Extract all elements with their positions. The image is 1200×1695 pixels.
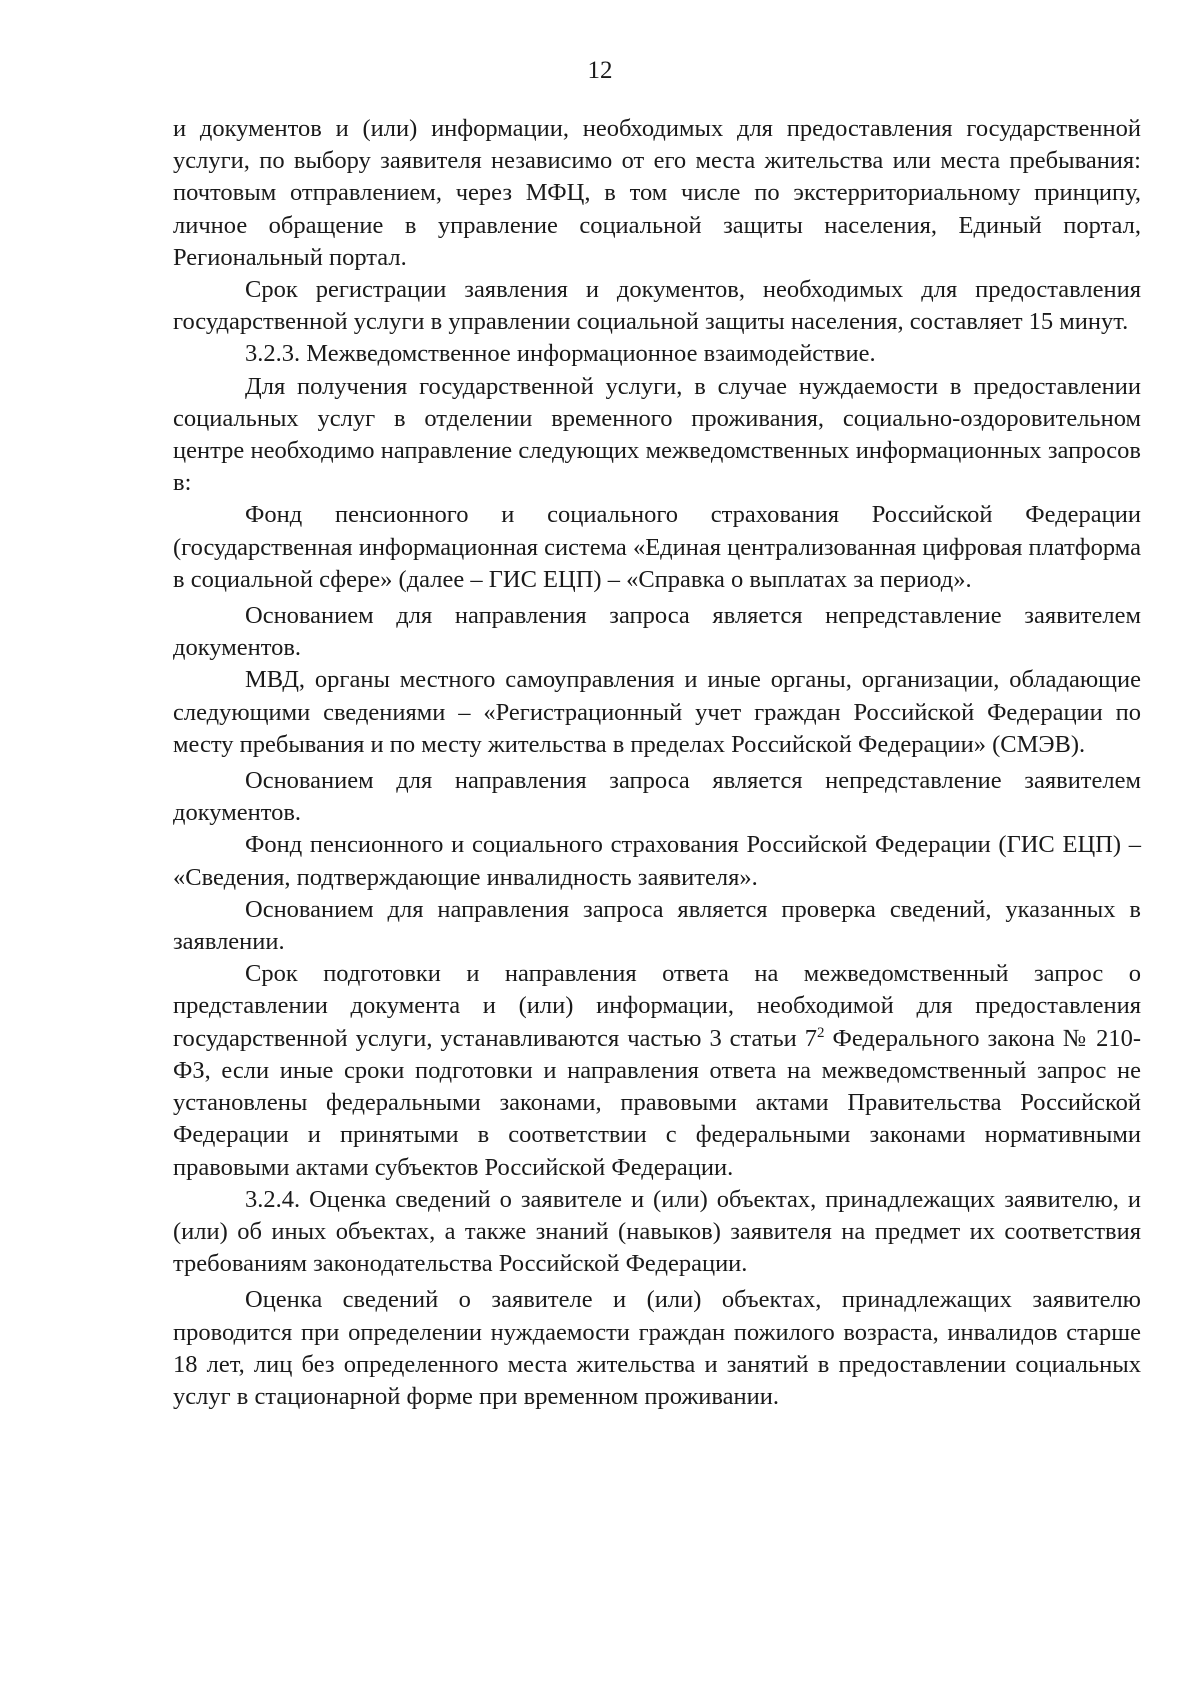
paragraph-assessment: Оценка сведений о заявителе и (или) объектах, принадлежащих заявителю проводится при определении нуждаемости граждан пожилого возраста, инвалидов старше 18 лет, лиц без определенного места жительства и занятий в предоставлении социальных услуг в стационарной форме при временном проживании. bbox=[173, 1286, 1141, 1410]
paragraph-fund-disability: Фонд пенсионного и социального страхования Российской Федерации (ГИС ЕЦП) – «Сведения, подтверждающие инвалидность заявителя». bbox=[173, 831, 1141, 891]
paragraph-basis-1: Основанием для направления запроса является непредставление заявителем документов. bbox=[173, 602, 1141, 662]
paragraph-mvd: МВД, органы местного самоуправления и иные органы, организации, обладающие следующими сведениями – «Регистрационный учет граждан Российской Федерации по месту пребывания и по месту жительства в пределах Российской Федерации» (СМЭВ). bbox=[173, 666, 1141, 758]
paragraph-basis-2: Основанием для направления запроса является непредставление заявителем документов. bbox=[173, 767, 1141, 827]
document-body bbox=[173, 113, 1141, 1413]
section-heading-3-2-4: 3.2.4. Оценка сведений о заявителе и (или) объектах, принадлежащих заявителю, и (или) об иных объектах, а также знаний (навыков) заявителя на предмет их соответствия требованиям законодательства Российской Федерации. bbox=[173, 1185, 1141, 1278]
response-term-text-after: Федерального закона № 210-ФЗ, если иные сроки подготовки и направления ответа на межведомственный запрос не установлены федеральными законами, правовыми актами Правительства Российской Федерации и принятыми в соответствии с федеральными законами нормативными правовыми актами субъектов Российской Федерации. bbox=[173, 1024, 1141, 1181]
paragraph-fund-payments: Фонд пенсионного и социального страхования Российской Федерации (государственная информационная система «Единая централизованная цифровая платформа в социальной сфере» (далее – ГИС ЕЦП) – «Справка о выплатах за период». bbox=[173, 501, 1141, 593]
page-number: 12 bbox=[587, 57, 613, 84]
response-term-text-before: Срок подготовки и направления ответа на межведомственный запрос о представлении документа и (или) информации, необходимой для предоставления государственной услуги, устанавливаются частью 3 статьи 7 bbox=[173, 960, 1141, 1052]
paragraph-continuation: и документов и (или) информации, необходимых для предоставления государственной услуги, по выбору заявителя независимо от его места жительства или места пребывания: почтовым отправлением, через МФЦ, в том числе по экстерриториальному принципу, личное обращение в управление социальной защиты населения, Единый портал, Региональный портал. bbox=[173, 115, 1141, 271]
paragraph-basis-3: Основанием для направления запроса является проверка сведений, указанных в заявлении. bbox=[173, 895, 1141, 956]
section-heading-3-2-3: 3.2.3. Межведомственное информационное взаимодействие. bbox=[245, 340, 876, 368]
paragraph-interagency-requests: Для получения государственной услуги, в случае нуждаемости в предоставлении социальных услуг в отделении временного проживания, социально-оздоровительном центре необходимо направление следующих межведомственных информационных запросов в: bbox=[173, 372, 1141, 497]
paragraph-registration-term: Срок регистрации заявления и документов, необходимых для предоставления государственной услуги в управлении социальной защиты населения, составляет 15 минут. bbox=[173, 276, 1141, 336]
paragraph-response-term bbox=[173, 958, 1141, 1183]
article-superscript: 2 bbox=[817, 1024, 825, 1041]
